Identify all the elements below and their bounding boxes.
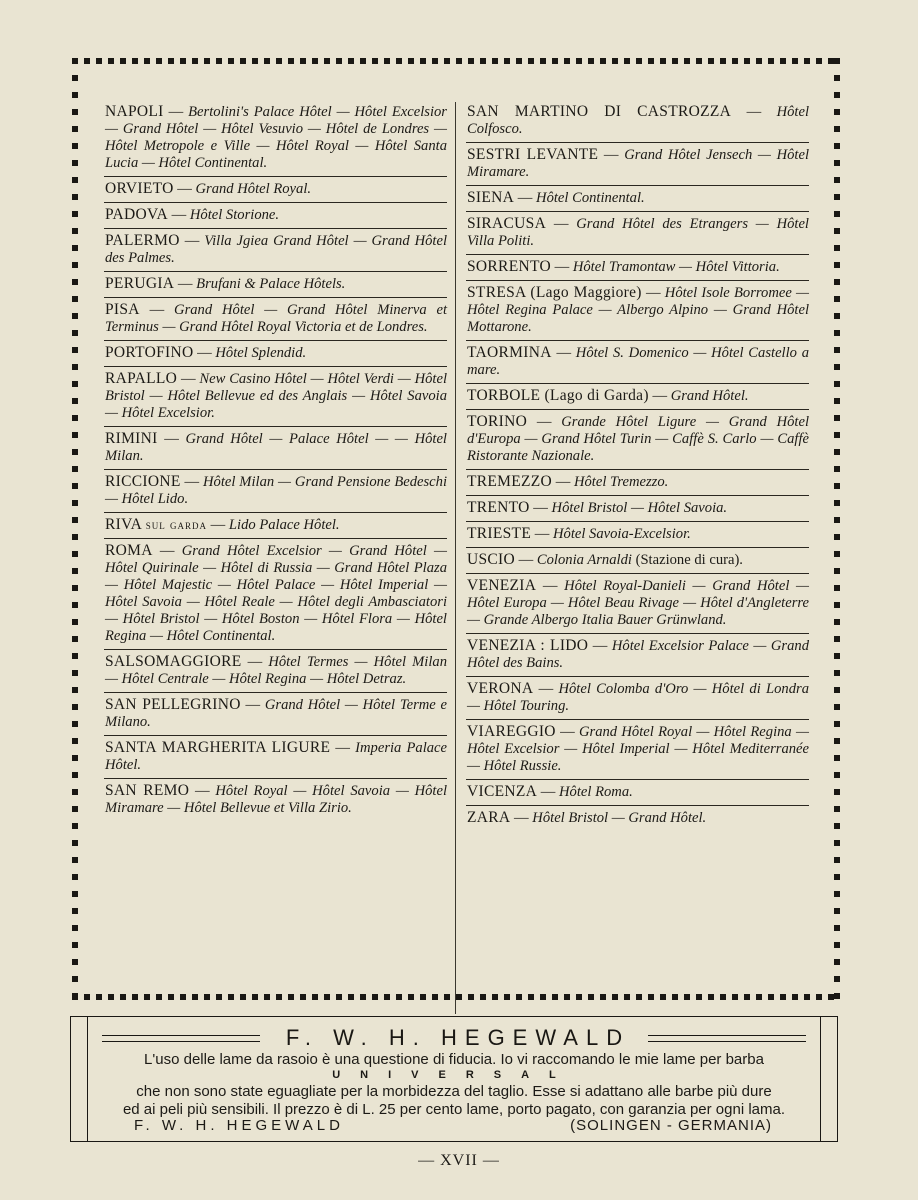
ad-line-1: L'uso delle lame da rasoio è una questione di fiducia. Io vi raccomando le mie lame per barba [144,1051,764,1068]
hotel-entry: TRENTO — Hôtel Bristol — Hôtel Savoia. [466,496,809,522]
hotel-names: Hôtel S. Domenico — Hôtel Castello a mare. [467,345,809,378]
hotel-entry: RAPALLO — New Casino Hôtel — Hôtel Verdi — Hôtel Bristol — Hôtel Bellevue ed des Anglais — Hôtel Savoia — Hôtel Excelsior. [104,367,447,427]
dotted-border-top [72,58,840,64]
hotel-entry: SAN REMO — Hôtel Royal — Hôtel Savoia — Hôtel Miramare — Hôtel Bellevue et Villa Zirio. [105,782,448,816]
hotel-names: Grand Hôtel Royal — Hôtel Regina — Hôtel Excelsior — Hôtel Imperial — Hôtel Mediterranée — Hôtel Russie. [467,724,809,774]
hotel-names: Grande Hôtel Ligure — Grand Hôtel d'Europa — Grand Hôtel Turin — Caffè S. Carlo — Caffè Ristorante Nazionale. [467,414,810,464]
city-name: SAN PELLEGRINO [105,696,241,713]
hotel-entry: VENEZIA — Hôtel Royal-Danieli — Grand Hôtel — Hôtel Europa — Hôtel Beau Rivage — Hôtel d'Angleterre — Grande Albergo Italia Bauer Grünwland. [466,574,809,634]
entry-note: (Stazione di cura). [635,552,743,568]
hotel-entry: TORINO — Grande Hôtel Ligure — Grand Hôtel d'Europa — Grand Hôtel Turin — Caffè S. Carlo — Caffè Ristorante Nazionale. [466,410,809,470]
ad-title: F. W. H. HEGEWALD [285,1025,631,1050]
ad-title-row [102,1023,806,1053]
city-name: TRENTO [467,499,530,516]
ad-title-rule-left [102,1035,260,1042]
city-name: RIVA [105,516,143,533]
hotel-entry: SALSOMAGGIORE — Hôtel Termes — Hôtel Milan — Hôtel Centrale — Hôtel Regina — Hôtel Detraz. [104,650,447,693]
hotel-names: New Casino Hôtel — Hôtel Verdi — Hôtel Bristol — Hôtel Bellevue ed des Anglais — Hôtel Savoia — Hôtel Excelsior. [105,371,448,421]
hotel-entry: SIRACUSA — Grand Hôtel des Etrangers — Hôtel Villa Politi. [466,212,809,255]
hotel-names: Grand Hôtel Excelsior — Grand Hôtel — Hôtel Quirinale — Hôtel di Russia — Grand Hôtel Plaza — Hôtel Majestic — Hôtel Palace — Hôtel Imperial — Hôtel Savoia — Hôtel Reale — Hôtel degli Ambasciatori — Hôtel Bristol — Hôtel Boston — Hôtel Flora — Hôtel Regina — Hôtel Continental. [105,543,447,644]
city-name: STRESA (Lago Maggiore) [467,284,642,301]
hotel-entry: ROMA — Grand Hôtel Excelsior — Grand Hôtel — Hôtel Quirinale — Hôtel di Russia — Grand Hôtel Plaza — Hôtel Majestic — Hôtel Palace — Hôtel Imperial — Hôtel Savoia — Hôtel Reale — Hôtel degli Ambasciatori — Hôtel Bristol — Hôtel Boston — Hôtel Flora — Hôtel Regina — Hôtel Continental. [104,539,447,650]
hotel-names: Hôtel Royal — Hôtel Savoia — Hôtel Miramare — Hôtel Bellevue et Villa Zirio. [105,783,448,816]
hotel-entry: VENEZIA : LIDO — Hôtel Excelsior Palace — Grand Hôtel des Bains. [466,634,809,677]
city-name: VICENZA [467,783,538,800]
hotel-entry: STRESA (Lago Maggiore) — Hôtel Isole Borromee — Hôtel Regina Palace — Albergo Alpino — Grand Hôtel Mottarone. [466,281,809,341]
hotel-names: Grand Hôtel Jensech — Hôtel Miramare. [467,147,809,180]
dotted-border-left [72,58,78,1000]
hotel-entry: ZARA — Hôtel Bristol — Grand Hôtel. [467,809,707,826]
city-name: PORTOFINO [105,344,194,361]
hotel-entry: ORVIETO — Grand Hôtel Royal. [104,177,447,203]
ad-universal: UNIVERSAL [332,1069,576,1081]
hotel-names: Hôtel Bristol — Grand Hôtel. [532,810,707,826]
hotel-entry: VERONA — Hôtel Colomba d'Oro — Hôtel di Londra — Hôtel Touring. [466,677,809,720]
column-divider [455,102,456,1014]
hotel-names: Hôtel Colomba d'Oro — Hôtel di Londra — Hôtel Touring. [467,681,809,714]
city-name: ROMA [105,542,153,559]
hotel-names: Hôtel Termes — Hôtel Milan — Hôtel Centrale — Hôtel Regina — Hôtel Detraz. [105,654,447,687]
city-name: SALSOMAGGIORE [105,653,242,670]
city-suffix: sul garda [145,517,208,532]
hotel-names: Grand Hôtel des Etrangers — Hôtel Villa Politi. [467,216,809,249]
hotel-names: Grand Hôtel. [670,388,749,404]
hotel-entry: VIAREGGIO — Grand Hôtel Royal — Hôtel Regina — Hôtel Excelsior — Hôtel Imperial — Hôtel Mediterranée — Hôtel Russie. [466,720,809,780]
hotel-names: Hôtel Colfosco. [467,104,810,137]
city-name: SORRENTO [467,258,551,275]
city-name: PERUGIA [105,275,175,292]
hotel-list-frame [72,58,840,1000]
hotel-entry: PADOVA — Hôtel Storione. [104,203,447,229]
city-name: USCIO [467,551,516,568]
hotel-names: Hôtel Bristol — Hôtel Savoia. [551,500,728,516]
hotel-entry: USCIO — Colonia Arnaldi (Stazione di cura). [466,548,809,574]
city-name: SIENA [467,189,515,206]
hotel-names: Hôtel Excelsior Palace — Grand Hôtel des Bains. [467,638,809,671]
hotel-names: Hôtel Milan — Grand Pensione Bedeschi — Hôtel Lido. [105,474,448,507]
hotel-names: Hôtel Splendid. [215,345,307,361]
ad-title-rule-right [648,1035,806,1042]
ad-line-2: che non sono state eguagliate per la morbidezza del taglio. Esse si adattano alle barbe più dure [136,1083,772,1100]
ad-signature: F. W. H. HEGEWALD [134,1117,344,1134]
city-name: TORINO [467,413,528,430]
hotel-entry: RIMINI — Grand Hôtel — Palace Hôtel — — Hôtel Milan. [104,427,447,470]
page-number: — XVII — [418,1152,500,1169]
city-name: TAORMINA [467,344,552,361]
hotel-names: Hôtel Roma. [559,784,633,800]
hotel-entry: TRIESTE — Hôtel Savoia-Excelsior. [466,522,809,548]
hotel-entry: PORTOFINO — Hôtel Splendid. [104,341,447,367]
city-name: PALERMO [105,232,180,249]
hotel-entry: SORRENTO — Hôtel Tramontaw — Hôtel Vittoria. [466,255,809,281]
hotel-names: Hôtel Royal-Danieli — Grand Hôtel — Hôtel Europa — Hôtel Beau Rivage — Hôtel d'Angleterre — Grande Albergo Italia Bauer Grünwland. [467,578,810,628]
city-name: RIMINI [105,430,158,447]
hotel-names: Imperia Palace Hôtel. [105,740,448,773]
city-name: ZARA [467,809,511,826]
city-name: SESTRI LEVANTE [467,146,599,163]
city-name: NAPOLI [105,103,164,120]
city-name: SAN MARTINO DI CASTROZZA [467,103,732,120]
hotel-entry: TREMEZZO — Hôtel Tremezzo. [466,470,809,496]
hotel-entry: TAORMINA — Hôtel S. Domenico — Hôtel Castello a mare. [466,341,809,384]
hotel-entry: RIVA sul garda — Lido Palace Hôtel. [104,513,447,539]
hotel-names: Hôtel Continental. [536,190,645,206]
city-name: RICCIONE [105,473,181,490]
city-name: TORBOLE (Lago di Garda) [467,387,649,404]
city-name: TRIESTE [467,525,532,542]
ad-inner-frame [87,1017,821,1141]
hotel-entry: NAPOLI — Bertolini's Palace Hôtel — Hôtel Excelsior — Grand Hôtel — Hôtel Vesuvio — Hôtel de Londres — Hôtel Metropole e Ville — Hôtel Royal — Hôtel Santa Lucia — Hôtel Continental. [104,100,447,177]
hotel-names: Hôtel Tramontaw — Hôtel Vittoria. [572,259,780,275]
hotel-names: Grand Hôtel — Grand Hôtel Minerva et Terminus — Grand Hôtel Royal Victoria et de Londres. [105,302,448,335]
city-name: SANTA MARGHERITA LIGURE [105,739,331,756]
hotel-names: Hôtel Tremezzo. [573,474,669,490]
city-name: VENEZIA : LIDO [467,637,589,654]
hotel-entry: SESTRI LEVANTE — Grand Hôtel Jensech — Hôtel Miramare. [466,143,809,186]
ad-location: (SOLINGEN - GERMANIA) [570,1117,772,1134]
hotel-entry: TORBOLE (Lago di Garda) — Grand Hôtel. [466,384,809,410]
left-column [104,100,447,821]
dotted-border-bottom [72,994,840,1000]
hotel-entry: SIENA — Hôtel Continental. [466,186,809,212]
city-name: PISA [105,301,140,318]
hotel-entry: PISA — Grand Hôtel — Grand Hôtel Minerva et Terminus — Grand Hôtel Royal Victoria et de Londres. [104,298,447,341]
city-name: VENEZIA [467,577,537,594]
city-name: ORVIETO [105,180,174,197]
city-name: VIAREGGIO [467,723,556,740]
city-name: PADOVA [105,206,168,223]
ad-line-3: ed ai peli più sensibili. Il prezzo è di L. 25 per cento lame, porto pagato, con garanzia per ogni lama. [122,1101,786,1118]
hotel-names: Grand Hôtel — Palace Hôtel — — Hôtel Milan. [105,431,447,464]
right-column [466,100,809,831]
hotel-entry: RICCIONE — Hôtel Milan — Grand Pensione Bedeschi — Hôtel Lido. [104,470,447,513]
hotel-names: Grand Hôtel — Hôtel Terme e Milano. [105,697,448,730]
hotel-entry: SAN PELLEGRINO — Grand Hôtel — Hôtel Terme e Milano. [104,693,447,736]
hotel-entry: SAN MARTINO DI CASTROZZA — Hôtel Colfosco. [466,100,809,143]
hotel-entry: SANTA MARGHERITA LIGURE — Imperia Palace Hôtel. [104,736,447,779]
hotel-names: Hôtel Storione. [189,207,280,223]
hotel-names: Hôtel Isole Borromee — Hôtel Regina Palace — Albergo Alpino — Grand Hôtel Mottarone. [467,285,809,335]
hotel-names: Hôtel Savoia-Excelsior. [552,526,691,542]
city-name: VERONA [467,680,534,697]
hotel-entry: PALERMO — Villa Jgiea Grand Hôtel — Grand Hôtel des Palmes. [104,229,447,272]
hotel-entry: VICENZA — Hôtel Roma. [466,780,809,806]
hotel-names: Bertolini's Palace Hôtel — Hôtel Excelsior — Grand Hôtel — Hôtel Vesuvio — Hôtel de Londres — Hôtel Metropole e Ville — Hôtel Royal — Hôtel Santa Lucia — Hôtel Continental. [105,104,447,171]
hotel-names: Villa Jgiea Grand Hôtel — Grand Hôtel des Palmes. [105,233,448,266]
city-name: RAPALLO [105,370,178,387]
hegewald-advertisement [70,1016,838,1142]
dotted-border-right [834,58,840,1000]
hotel-names: Colonia Arnaldi [536,552,632,568]
city-name: TREMEZZO [467,473,553,490]
hotel-names: Brufani & Palace Hôtels. [196,276,346,292]
hotel-names: Grand Hôtel Royal. [195,181,312,197]
city-name: SAN REMO [105,782,190,799]
hotel-entry: PERUGIA — Brufani & Palace Hôtels. [104,272,447,298]
hotel-names: Lido Palace Hôtel. [228,517,340,533]
city-name: SIRACUSA [467,215,547,232]
